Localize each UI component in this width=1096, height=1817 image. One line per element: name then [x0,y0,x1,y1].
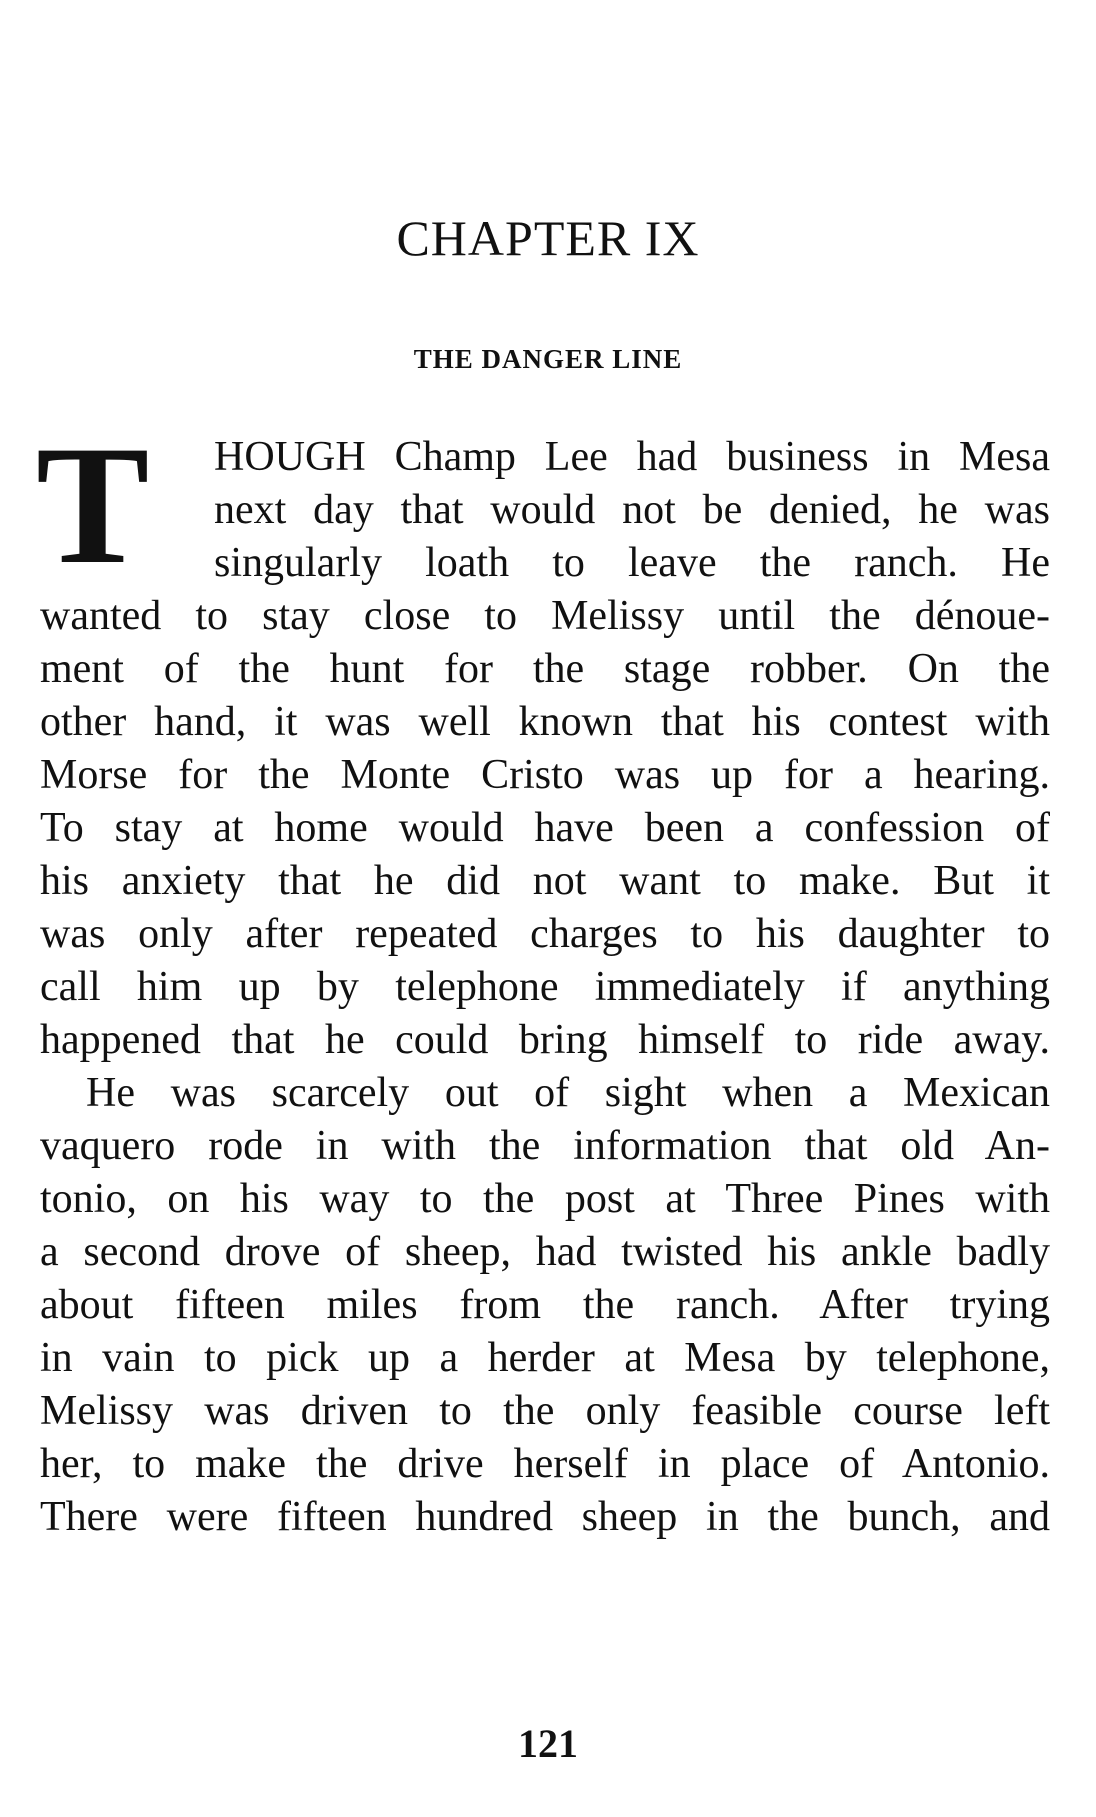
text-line: HOUGH Champ Lee had business in Mesa [214,434,1050,480]
text-line: a second drove of sheep, had twisted his ankle badly [40,1229,1050,1275]
text-line: about fifteen miles from the ranch. After trying [40,1282,1050,1328]
text-line: next day that would not be denied, he was [214,487,1050,533]
text-line: call him up by telephone immediately if anything [40,964,1050,1010]
text-line: He was scarcely out of sight when a Mexican [86,1070,1050,1116]
text-line: her, to make the drive herself in place of Antonio. [40,1441,1050,1487]
text-line: vaquero rode in with the information that old An- [40,1123,1050,1169]
chapter-subtitle: THE DANGER LINE [413,344,683,374]
text-line: his anxiety that he did not want to make. But it [40,858,1050,904]
page-number: 121 [518,1721,578,1766]
text-line: Morse for the Monte Cristo was up for a hearing. [40,752,1050,798]
text-line: other hand, it was well known that his contest with [40,699,1050,745]
chapter-heading: CHAPTER IX [396,210,700,266]
text-line: singularly loath to leave the ranch. He [214,540,1050,586]
text-line: happened that he could bring himself to ride away. [40,1017,1050,1063]
text-line: There were fifteen hundred sheep in the bunch, and [40,1494,1050,1540]
text-line: tonio, on his way to the post at Three Pines with [40,1176,1050,1222]
text-line: in vain to pick up a herder at Mesa by telephone, [40,1335,1050,1381]
text-line: wanted to stay close to Melissy until the dénoue- [40,593,1050,639]
text-line: Melissy was driven to the only feasible course left [40,1388,1050,1434]
text-line: was only after repeated charges to his daughter to [40,911,1050,957]
text-line: ment of the hunt for the stage robber. On the [40,646,1050,692]
text-line: To stay at home would have been a confession of [40,805,1050,851]
drop-cap: T [36,411,150,599]
